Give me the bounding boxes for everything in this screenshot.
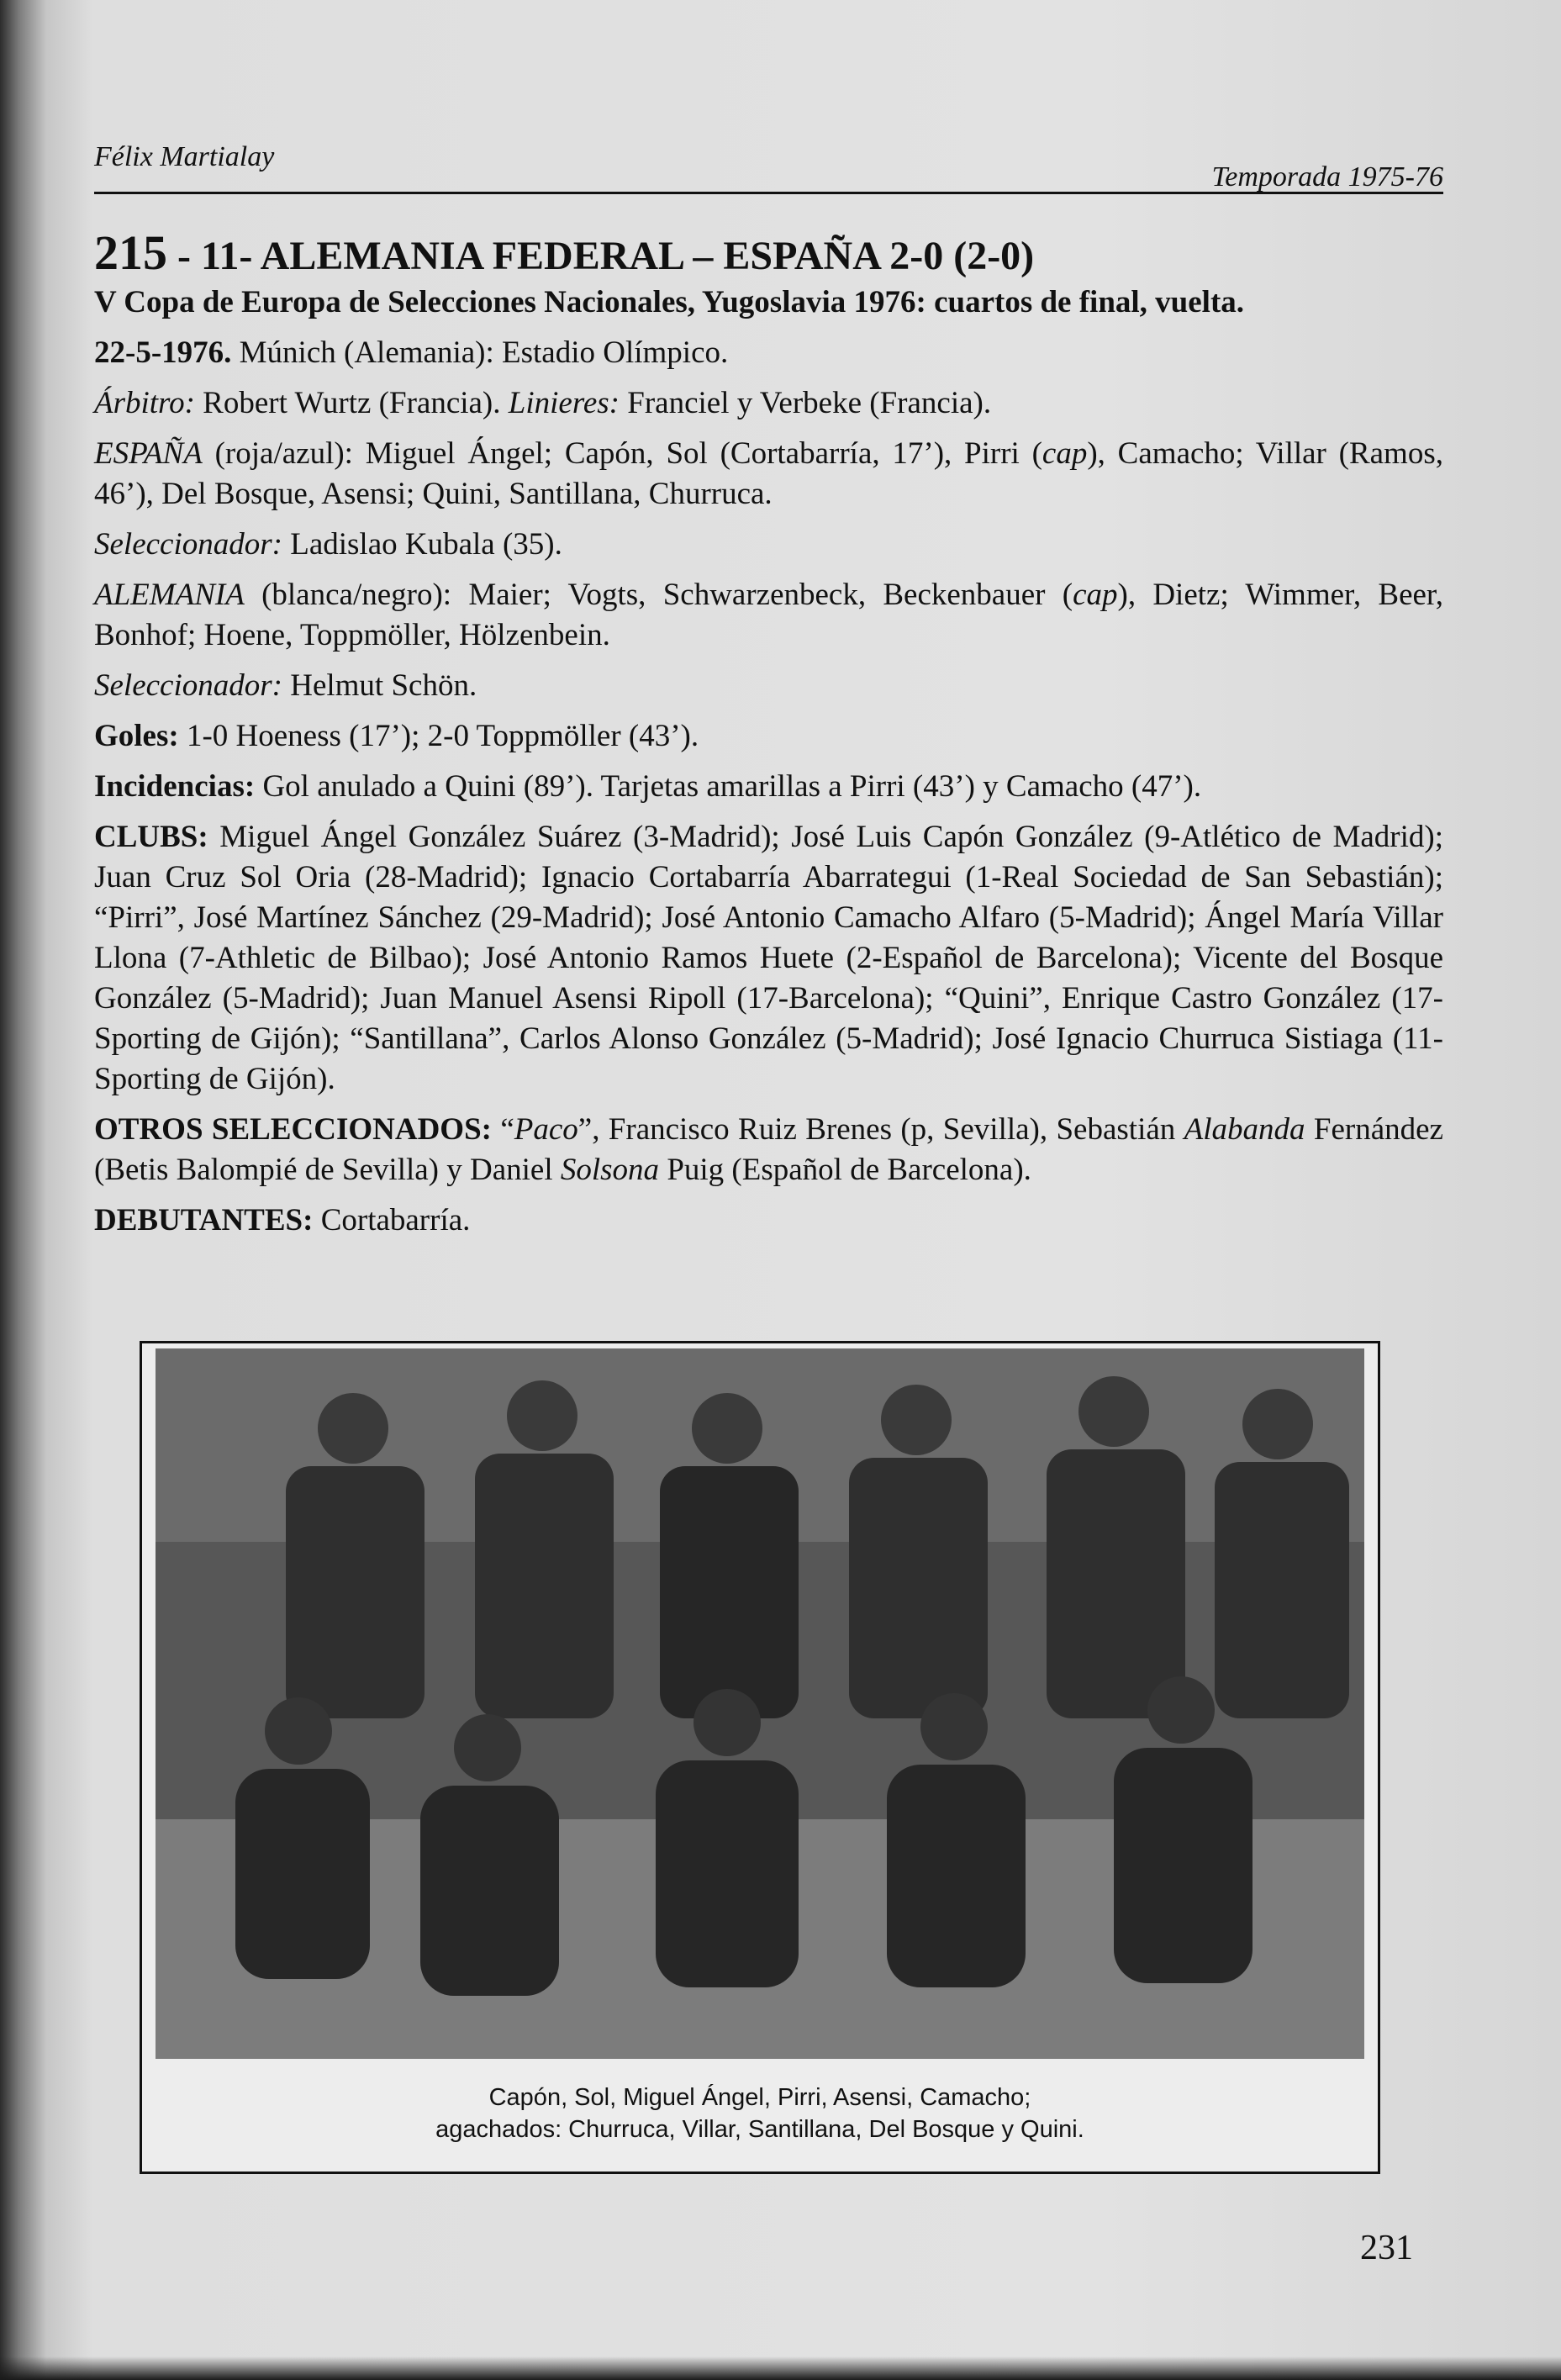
others-text-1: “ [491,1112,514,1147]
others-text-2: ”, Francisco Ruiz Brenes (p, Sevilla), Sebastián [577,1112,1184,1147]
photo-caption [142,2082,1378,2145]
others-paco: Paco [514,1112,578,1147]
others-label: OTROS SELECCIONADOS: [94,1112,492,1147]
team-photo-drawing [156,1348,1364,2059]
header-season: Temporada 1975-76 [1211,161,1443,193]
incidents-text: Gol anulado a Quini (89’). Tarjetas amarillas a Pirri (43’) y Camacho (47’). [255,769,1202,804]
germany-team-label: ALEMANIA [94,578,245,612]
linesmen-names: Franciel y Verbeke (Francia). [620,386,992,420]
germany-coach-label: Seleccionador: [94,668,282,703]
page-number: 231 [1360,2229,1413,2267]
goals-text: 1-0 Hoeness (17’); 2-0 Toppmöller (43’). [178,719,699,753]
germany-lineup [94,575,1443,656]
debutants-text: Cortabarría. [313,1203,471,1237]
spain-lineup-text-1: (roja/azul): Miguel Ángel; Capón, Sol (Cortabarría, 17’), Pirri ( [202,436,1042,471]
clubs-label: CLUBS: [94,820,208,854]
incidents-label: Incidencias: [94,769,256,804]
spain-coach-name: Ladislao Kubala (35). [282,527,562,562]
referee-label: Árbitro: [94,386,195,420]
germany-coach-name: Helmut Schön. [282,668,477,703]
header-author: Félix Martialay [94,141,275,172]
debutants-label: DEBUTANTES: [94,1203,314,1237]
caption-line-1: Capón, Sol, Miguel Ángel, Pirri, Asensi, Camacho; [488,2084,1031,2111]
goals-line [94,716,1443,757]
others-solsona: Solsona [560,1153,660,1187]
debutants-line [94,1201,1443,1241]
others-text-4: Puig (Español de Barcelona). [659,1153,1031,1187]
germany-coach-line [94,666,1443,706]
referee-line [94,383,1443,424]
team-photo-figure [140,1341,1380,2174]
incidents-line [94,767,1443,807]
linesmen-label: Linieres: [508,386,620,420]
clubs-text: Miguel Ángel González Suárez (3-Madrid); José Luis Capón González (9-Atlético de Madrid); Juan Cruz Sol Oria (28-Madrid); Ignacio Cortabarría Abarrategui (1-Real Sociedad de San Sebastián); “Pirri”, José Martínez Sánchez (29-Madrid); José Antonio Camacho Alfaro (5-Madrid); Ángel María Villar Llona (7-Athletic de Bilbao); José Antonio Ramos Huete (2-Español de Barcelona); Vicente del Bosque González (5-Madrid); Juan Manuel Asensi Ripoll (17-Barcelona); “Quini”, Enrique Castro González (17-Sporting de Gijón); “Santillana”, Carlos Alonso González (5-Madrid); José Ignacio Churruca Sistiaga (11-Sporting de Gijón). [94,820,1443,1096]
match-entry [94,227,1443,1251]
germany-lineup-text-2: ), Dietz; Wimmer, Beer, Bonhof; Hoene, Toppmöller, Hölzenbein. [94,578,1443,652]
competition-line: V Copa de Europa de Selecciones Nacionales, Yugoslavia 1976: cuartos de final, vuelta. [94,285,1245,319]
date-place-line [94,333,1443,373]
match-venue: Múnich (Alemania): Estadio Olímpico. [231,335,729,370]
scan-bottom-edge [0,2356,1561,2380]
others-paragraph [94,1110,1443,1190]
match-date: 22-5-1976. [94,335,232,370]
clubs-paragraph [94,817,1443,1100]
running-header [94,141,1443,194]
spain-lineup-text-2: ), Camacho; Villar (Ramos, 46’), Del Bosque, Asensi; Quini, Santillana, Churruca. [94,436,1443,511]
team-photo [156,1348,1364,2059]
referee-name: Robert Wurtz (Francia). [194,386,509,420]
spain-team-label: ESPAÑA [94,436,203,471]
spain-captain-mark: cap [1042,436,1088,471]
caption-line-2: agachados: Churruca, Villar, Santillana, Del Bosque y Quini. [435,2116,1084,2143]
spain-coach-line [94,525,1443,565]
germany-captain-mark: cap [1073,578,1118,612]
others-alabanda: Alabanda [1184,1112,1305,1147]
spain-lineup [94,434,1443,515]
others-text-3: Fernández (Betis Balompié de Sevilla) y Daniel [94,1112,1443,1187]
match-number: 215 [94,225,167,280]
spain-coach-label: Seleccionador: [94,527,282,562]
goals-label: Goles: [94,719,179,753]
germany-lineup-text-1: (blanca/negro): Maier; Vogts, Schwarzenbeck, Beckenbauer ( [244,578,1073,612]
match-heading: - 11- ALEMANIA FEDERAL – ESPAÑA 2-0 (2-0) [167,234,1035,278]
match-title [94,227,1443,282]
